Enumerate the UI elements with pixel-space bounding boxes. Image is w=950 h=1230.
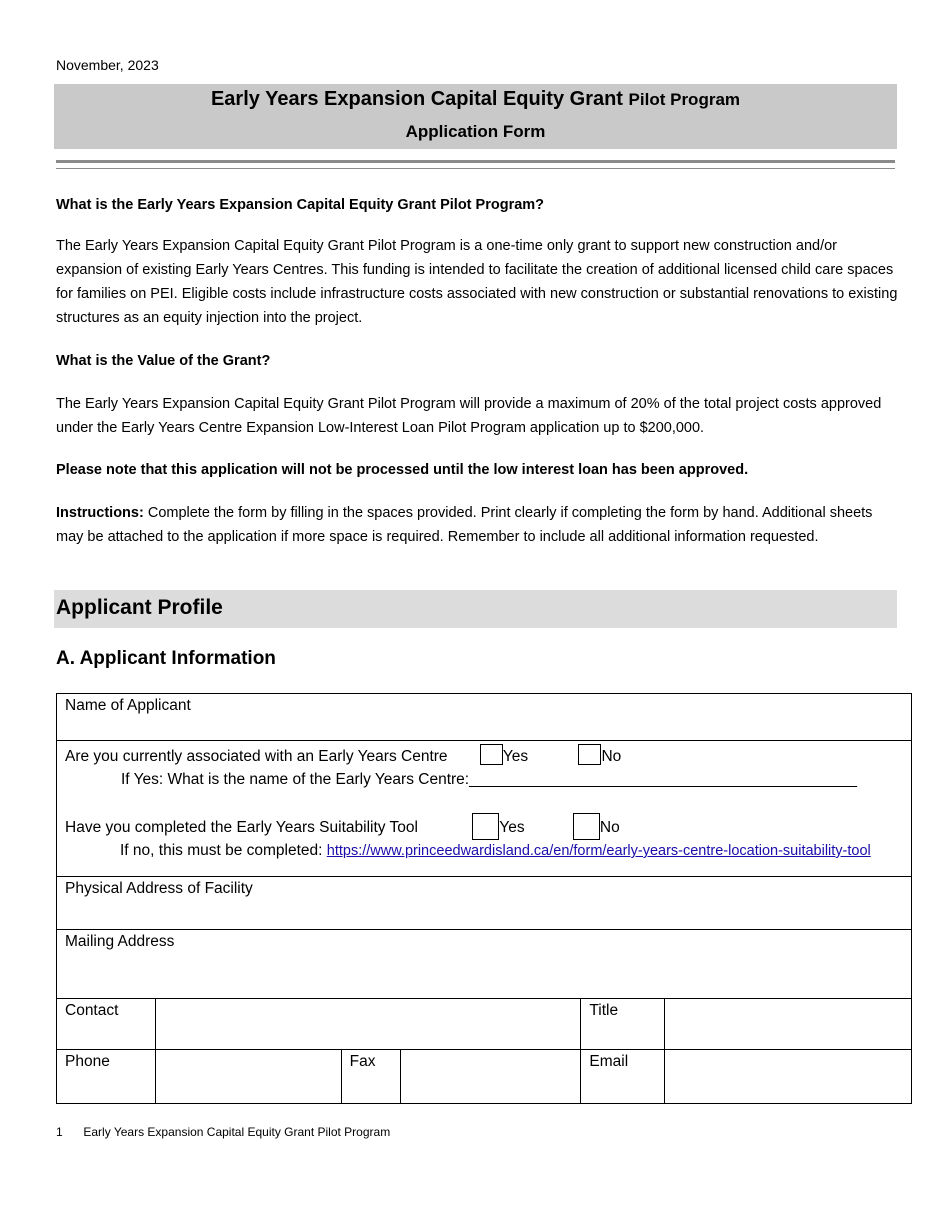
applicant-info-table xyxy=(56,693,912,1104)
suitability-tool-question: Have you completed the Early Years Suitability Tool xyxy=(65,819,418,836)
association-cell xyxy=(57,741,912,877)
suitability-followup: If no, this must be completed: xyxy=(120,842,327,859)
question-what-is-program: What is the Early Years Expansion Capital Equity Grant Pilot Program? xyxy=(56,197,545,213)
page-number: 1 xyxy=(56,1125,63,1139)
name-of-applicant-field[interactable] xyxy=(57,694,912,741)
centre-name-field[interactable]: If Yes: What is the name of the Early Years Centre:_____________________________________________ xyxy=(121,771,858,788)
grant-value-description: The Early Years Expansion Capital Equity Grant Pilot Program will provide a maximum of 20% of the total project costs approved under the Early Years Centre Expansion Low-Interest Loan Pilot Program application up to $200,000. xyxy=(56,396,882,436)
suitability-tool-link[interactable]: https://www.princeedwardisland.ca/en/form/early-years-centre-location-suitability-tool xyxy=(326,843,871,859)
association-no-checkbox[interactable] xyxy=(578,744,601,765)
instructions xyxy=(56,501,901,549)
program-description: The Early Years Expansion Capital Equity Grant Pilot Program is a one-time only grant to support new construction and/or expansion of existing Early Years Centres. This funding is intended to facilitate the creation of additional licensed child care spaces for families on PEI. Eligible costs include infrastructure costs associated with new construction or substantial renovations to existing structures as an equity injection into the project. xyxy=(56,238,898,326)
suitability-yes-checkbox[interactable] xyxy=(472,813,499,840)
section-bar xyxy=(54,590,897,628)
association-no-label: No xyxy=(601,748,622,765)
association-yes-checkbox[interactable] xyxy=(480,744,503,765)
instructions-label: Instructions: xyxy=(56,505,144,521)
suitability-yes-label: Yes xyxy=(499,819,525,836)
footer-text: Early Years Expansion Capital Equity Grant Pilot Program xyxy=(83,1125,391,1139)
name-of-applicant-label: Name of Applicant xyxy=(65,697,191,714)
section-title: Applicant Profile xyxy=(56,596,223,619)
instructions-text: Complete the form by filling in the spaces provided. Print clearly if completing the form by hand. Additional sheets may be attached to the application if more space is required. Remember to include all additional information requested. xyxy=(56,505,873,545)
contact-label: Contact xyxy=(57,999,156,1050)
title-banner xyxy=(54,84,897,149)
suitability-no-label: No xyxy=(599,819,620,836)
phone-label: Phone xyxy=(57,1050,156,1104)
question-grant-value: What is the Value of the Grant? xyxy=(56,353,271,369)
title-field[interactable] xyxy=(665,999,912,1050)
association-question: Are you currently associated with an Early Years Centre xyxy=(65,748,448,765)
physical-address-label: Physical Address of Facility xyxy=(65,880,253,897)
phone-field[interactable] xyxy=(155,1050,341,1104)
processing-note: Please note that this application will not be processed until the low interest loan has been approved. xyxy=(56,462,749,478)
fax-field[interactable] xyxy=(400,1050,581,1104)
physical-address-field[interactable] xyxy=(57,877,912,930)
title-divider-thin xyxy=(56,168,895,169)
title-label: Title xyxy=(581,999,665,1050)
document-date: November, 2023 xyxy=(56,57,159,73)
page-footer xyxy=(56,1125,390,1139)
document-subtitle: Application Form xyxy=(405,122,546,141)
association-yes-label: Yes xyxy=(502,748,529,765)
section-subtitle: A. Applicant Information xyxy=(56,648,276,669)
title-main: Early Years Expansion Capital Equity Grant xyxy=(210,88,623,110)
mailing-address-label: Mailing Address xyxy=(65,933,175,950)
suitability-no-checkbox[interactable] xyxy=(573,813,600,840)
contact-field[interactable] xyxy=(155,999,580,1050)
document-title xyxy=(54,88,897,111)
email-label: Email xyxy=(581,1050,665,1104)
email-field[interactable] xyxy=(665,1050,912,1104)
title-suffix: Pilot Program xyxy=(628,90,741,109)
fax-label: Fax xyxy=(341,1050,400,1104)
title-divider-thick xyxy=(56,160,895,163)
mailing-address-field[interactable] xyxy=(57,930,912,999)
